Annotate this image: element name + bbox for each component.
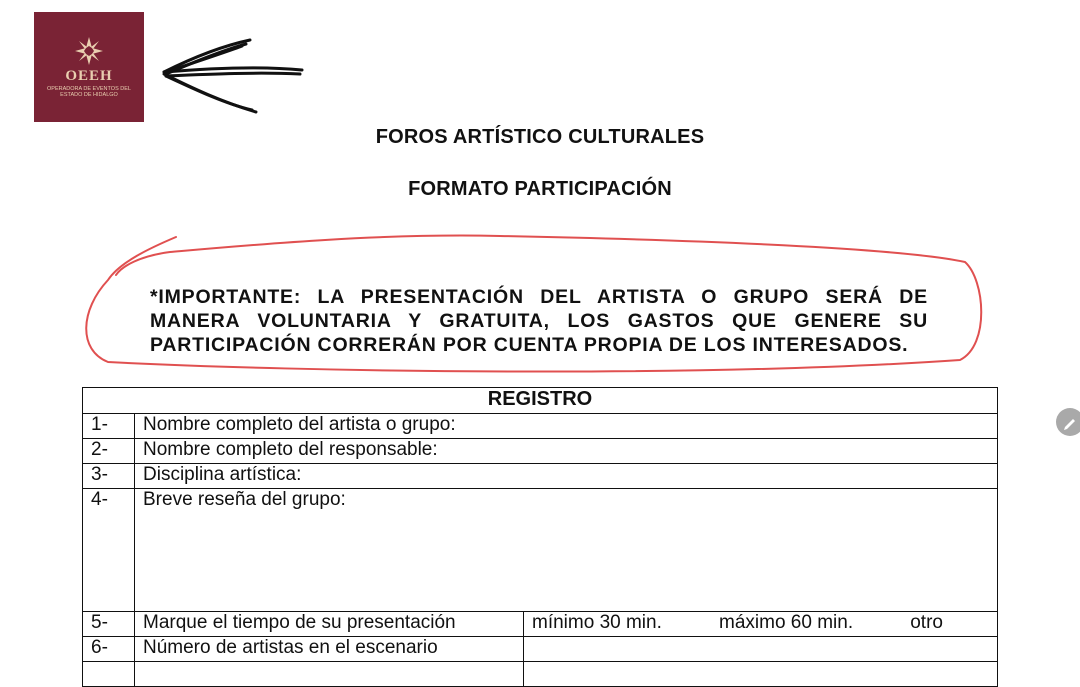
field-label: Marque el tiempo de su presentación: [135, 612, 524, 637]
pencil-icon: [1056, 408, 1080, 436]
row-number: 5-: [83, 612, 135, 637]
table-row: [83, 662, 998, 687]
logo-full-name: OPERADORA DE EVENTOS DEL ESTADO DE HIDALGO: [47, 86, 131, 98]
option-max-60[interactable]: máximo 60 min.: [719, 612, 854, 633]
oeeh-logo: [34, 12, 144, 122]
table-row: [83, 464, 998, 489]
option-min-30[interactable]: mínimo 30 min.: [532, 612, 662, 633]
option-other[interactable]: otro: [910, 612, 943, 633]
field-label: Breve reseña del grupo:: [143, 489, 346, 510]
document-subtitle: FORMATO PARTICIPACIÓN: [408, 178, 672, 200]
group-summary-field[interactable]: [135, 489, 998, 612]
row-number: 4-: [83, 489, 135, 612]
important-notice: *IMPORTANTE: LA PRESENTACIÓN DEL ARTISTA O GRUPO SERÁ DE MANERA VOLUNTARIA Y GRATUITA, LOS GASTOS QUE GENERE SU PARTICIPACIÓN CORRERÁN POR CUENTA PROPIA DE LOS INTERESADOS.: [150, 286, 928, 356]
duration-options: [524, 612, 998, 637]
table-row: [83, 612, 998, 637]
field-label: Nombre completo del responsable:: [143, 439, 438, 460]
ornamental-star-icon: [74, 36, 104, 66]
row-number: 2-: [83, 439, 135, 464]
hand-drawn-arrow-icon: [152, 30, 308, 120]
field-label: Nombre completo del artista o grupo:: [143, 414, 456, 435]
registration-form-table: [82, 387, 998, 687]
logo-abbreviation: OEEH: [65, 68, 113, 84]
table-row: [83, 439, 998, 464]
table-row: [83, 489, 998, 612]
row-number: 3-: [83, 464, 135, 489]
artist-name-field[interactable]: [135, 414, 998, 439]
form-header: REGISTRO: [83, 388, 998, 414]
artist-count-field[interactable]: [524, 637, 998, 662]
table-row: [83, 414, 998, 439]
row-number: 6-: [83, 637, 135, 662]
field-label: Número de artistas en el escenario: [135, 637, 524, 662]
responsible-name-field[interactable]: [135, 439, 998, 464]
discipline-field[interactable]: [135, 464, 998, 489]
field-label: Disciplina artística:: [143, 464, 302, 485]
table-row: [83, 637, 998, 662]
row-number: 1-: [83, 414, 135, 439]
edit-button[interactable]: [1056, 408, 1080, 436]
document-title: FOROS ARTÍSTICO CULTURALES: [375, 126, 705, 148]
